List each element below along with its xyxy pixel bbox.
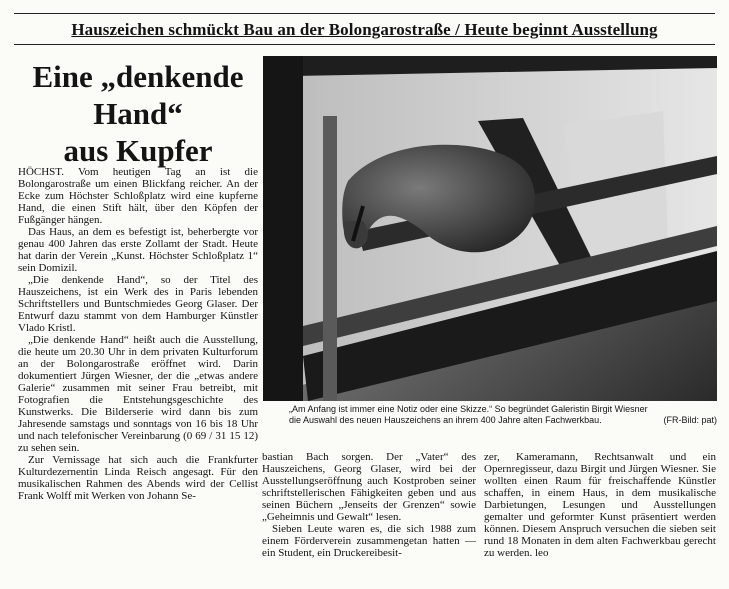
article-headline: [18, 58, 258, 169]
paragraph: Zur Vernissage hat sich auch die Frankfurter Kulturdezernentin Linda Reisch angesagt. Für den musikalischen Rahmen des Abends wird der Cellist Frank Wolff mit Werken von Johann Se-: [18, 454, 258, 502]
window-frame-left: [263, 56, 303, 401]
headline-line: aus Kupfer: [63, 133, 213, 168]
paragraph: HÖCHST. Vom heutigen Tag an ist die Bolongarostraße um einen Blickfang reicher. An der Ecke zum Höchster Schloßplatz wird eine kupferne Hand, die einen Stift hält, über den Köpfen der Fußgänger hängen.: [18, 166, 258, 226]
paragraph: Das Haus, an dem es befestigt ist, beherbergte vor genau 400 Jahren das erste Zollamt der Stadt. Heute hat darin der Verein „Kunst. Höchster Schloßplatz 1“ sein Domizil.: [18, 226, 258, 274]
text-column-1: [18, 166, 258, 502]
caption-text: die Auswahl des neuen Hauszeichens an ihrem 400 Jahre alten Fachwerkbau.: [289, 415, 602, 425]
paragraph: zer, Kameramann, Rechtsanwalt und ein Opernregisseur, dazu Birgit und Jürgen Wiesner. Sie wollten einen Raum für freischaffende Künstler schaffen, in einem Haus, in dem musikalische Darbietungen, Lesungen und Ausstellungen gemalter und geformter Kunst präsentiert werden können. Diesem Anspruch versuchen die sieben seit rund 18 Monaten in dem alten Fachwerkbau gerecht zu werden. leo: [484, 451, 716, 559]
paragraph: „Die denkende Hand“, so der Titel des Hauszeichens, ist ein Werk des in Paris lebenden Schriftstellers und Buntschmiedes Georg Glaser. Der Entwurf dazu stammt von dem Hamburger Künstler Vlado Kristl.: [18, 274, 258, 334]
window-post: [323, 116, 337, 401]
text-column-3: [484, 451, 716, 559]
article-photo: [263, 56, 717, 401]
caption-line: „Am Anfang ist immer eine Notiz oder eine Skizze.“ So begründet Galeristin Birgit Wiesner: [289, 404, 648, 414]
photo-caption: [289, 404, 717, 426]
paragraph: Sieben Leute waren es, die sich 1988 zum einem Förderverein zusammengetan hatten — ein Student, ein Druckereibesit-: [262, 523, 476, 559]
kicker-rule: [14, 44, 715, 45]
text-column-2: [262, 451, 476, 559]
photo-credit: (FR-Bild: pat): [663, 415, 717, 425]
caption-line: [289, 415, 717, 426]
headline-line: Hand“: [93, 96, 183, 131]
headline-line: Eine „denkende: [32, 59, 244, 94]
paragraph: „Die denkende Hand“ heißt auch die Ausstellung, die heute um 20.30 Uhr in dem privaten Kulturforum an der Bolongarostraße eröffnet wird. Darin dokumentiert Jürgen Wiesner, der die „etwas andere Galerie“ zusammen mit seiner Frau betreibt, mit Fotografien die Entstehungsgeschichte des Kunstwerks. Die Bilderserie wird dann bis zum Jahresende samstags und sonntags von 16 bis 18 Uhr und nach telefonischer Vereinbarung (0 69 / 31 15 12) zu sehen sein.: [18, 334, 258, 454]
top-rule: [14, 13, 715, 14]
article-kicker: Hauszeichen schmückt Bau an der Bolongarostraße / Heute beginnt Ausstellung: [71, 20, 658, 39]
paragraph: bastian Bach sorgen. Der „Vater“ des Hauszeichens, Georg Glaser, wird bei der Ausstellungseröffnung auch Kostproben seiner schriftstellerischen Fähigkeiten geben und aus seinen Büchern „Jenseits der Grenzen“ sowie „Geheimnis und Gewalt“ lesen.: [262, 451, 476, 523]
